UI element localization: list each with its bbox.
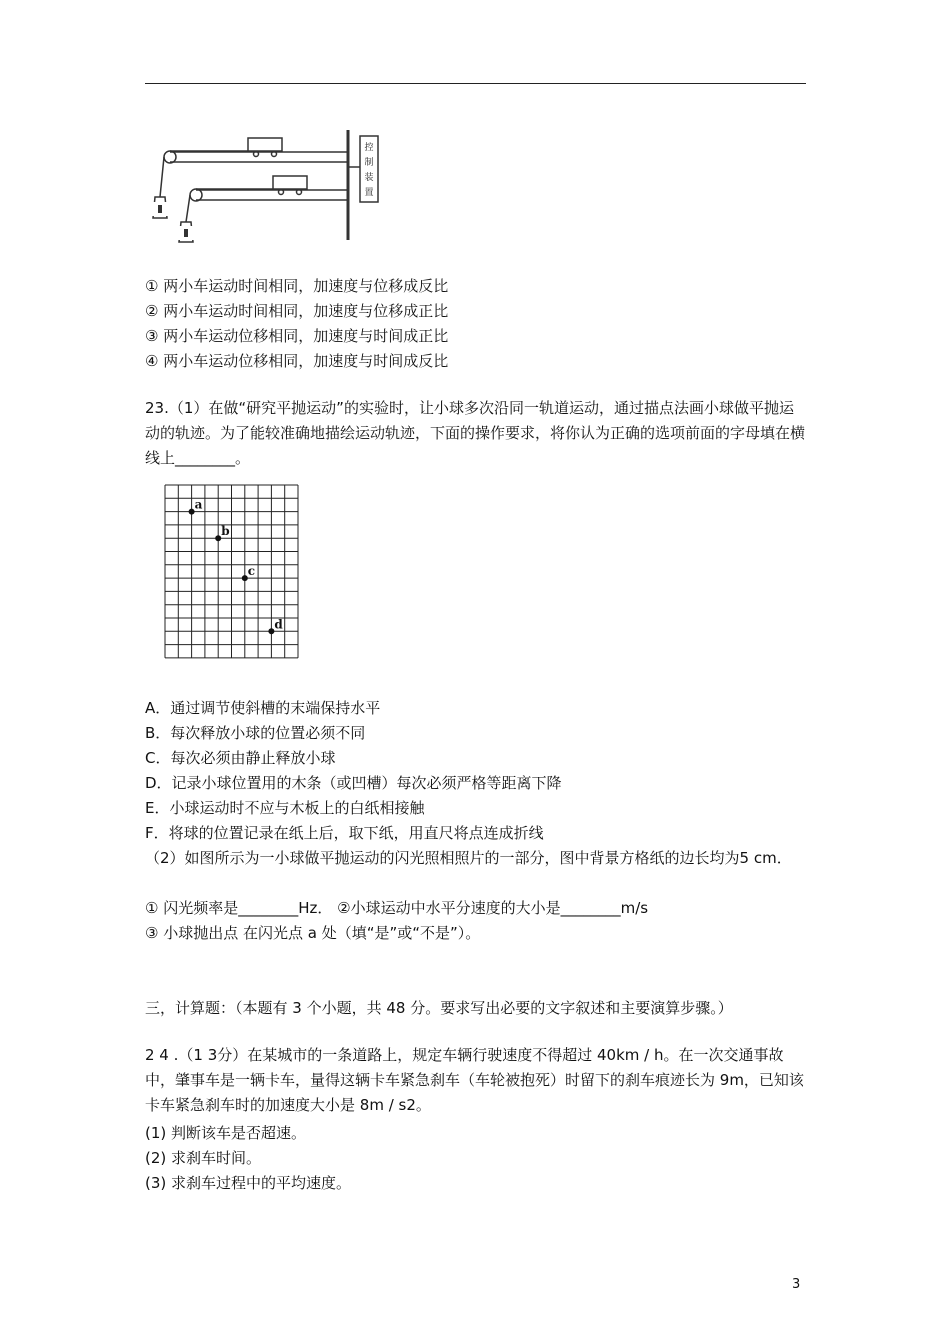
q22-option-4: ④ 两小车运动位移相同，加速度与时间成反比 xyxy=(145,352,449,370)
q23-fill-line-1: ① 闪光频率是________Hz． ②小球运动中水平分速度的大小是________m/s xyxy=(145,899,649,917)
q23-option-b: B．每次释放小球的位置必须不同 xyxy=(145,724,366,742)
control-label-char: 置 xyxy=(364,188,374,198)
flash-point-label: d xyxy=(274,617,283,632)
q24-item-1: (1) 判断该车是否超速。 xyxy=(145,1124,307,1142)
header-rule xyxy=(145,83,806,84)
q23-option-f: F．将球的位置记录在纸上后，取下纸，用直尺将点连成折线 xyxy=(145,824,544,842)
flash-photo-grid-figure xyxy=(162,482,302,660)
q22-option-1: ① 两小车运动时间相同，加速度与位移成反比 xyxy=(145,277,449,295)
q23-stem: 23.（1）在做“研究平抛运动”的实验时，让小球多次沿同一轨道运动，通过描点法画小球做平抛运动的轨迹。为了能较准确地描绘运动轨迹，下面的操作要求，将你认为正确的选项前面的字母填在横线上________。 xyxy=(145,399,806,467)
q24-item-3: (3) 求刹车过程中的平均速度。 xyxy=(145,1174,352,1192)
q23-part2: （2）如图所示为一小球做平抛运动的闪光照相照片的一部分，图中背景方格纸的边长均为5 cm． xyxy=(145,849,792,867)
section-3-heading: 三，计算题：（本题有 3 个小题，共 48 分。要求写出必要的文字叙述和主要演算步骤。） xyxy=(145,999,733,1017)
q24-stem: 2 4 .（1 3分）在某城市的一条道路上，规定车辆行驶速度不得超过 40km / h。在一次交通事故中，肇事车是一辆卡车，量得这辆卡车紧急刹车（车轮被抱死）时留下的刹车痕迹长为 9m，已知该卡车紧急刹车时的加速度大小是 8m / s2。 xyxy=(145,1046,804,1114)
q23-option-c: C．每次必须由静止释放小球 xyxy=(145,749,336,767)
page-number: 3 xyxy=(792,1277,801,1292)
flash-point-label: c xyxy=(247,564,256,579)
q24-item-2: (2) 求刹车时间。 xyxy=(145,1149,262,1167)
two-cart-apparatus-figure xyxy=(148,122,388,247)
control-label-char: 控 xyxy=(364,143,374,153)
q23-option-d: D．记录小球位置用的木条（或凹槽）每次必须严格等距离下降 xyxy=(145,774,562,792)
q22-option-2: ② 两小车运动时间相同，加速度与位移成正比 xyxy=(145,302,449,320)
q22-option-3: ③ 两小车运动位移相同，加速度与时间成正比 xyxy=(145,327,449,345)
q23-option-a: A．通过调节使斜槽的末端保持水平 xyxy=(145,699,381,717)
flash-point-label: b xyxy=(221,524,230,539)
control-label-char: 制 xyxy=(364,158,374,168)
flash-point-label: a xyxy=(194,497,203,512)
control-label-char: 装 xyxy=(364,173,374,183)
q23-fill-line-2: ③ 小球抛出点 在闪光点 a 处（填“是”或“不是”）。 xyxy=(145,924,481,942)
q23-option-e: E．小球运动时不应与木板上的白纸相接触 xyxy=(145,799,425,817)
